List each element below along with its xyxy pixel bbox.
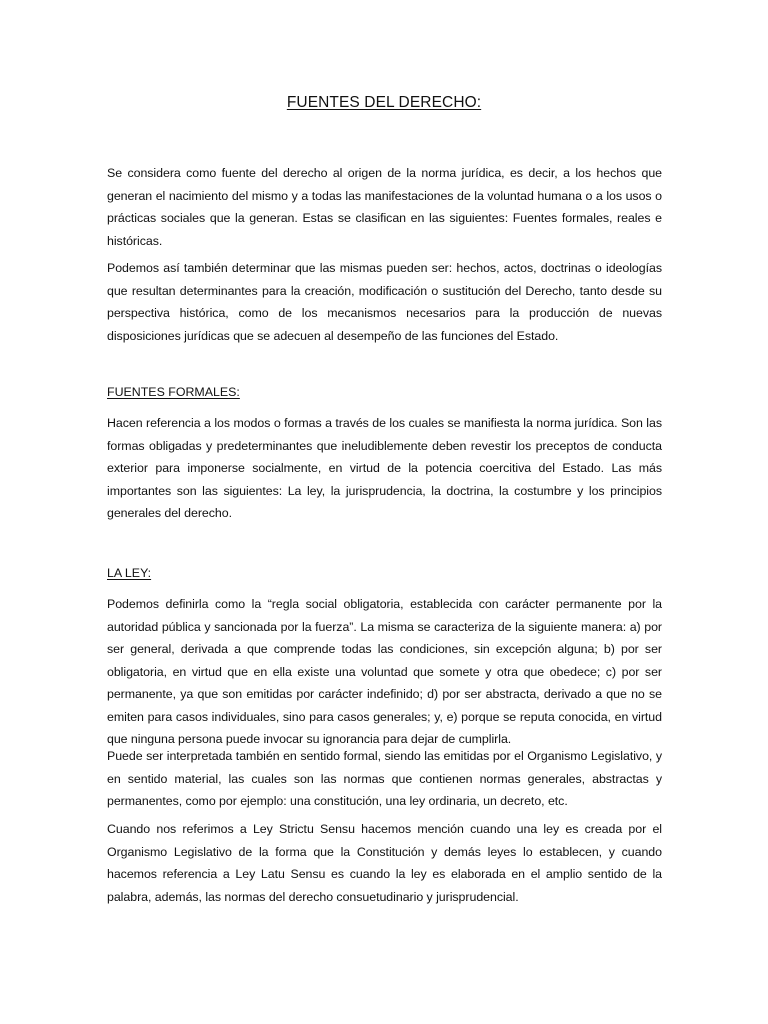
la-ley-paragraph-2: Puede ser interpretada también en sentido formal, siendo las emitidas por el Organismo Legislativo, y en sentido material, las cuales son las normas que contienen normas generales, abstractas y permanentes, como por ejemplo: una constitución, una ley ordinaria, un decreto, etc. [107,749,662,808]
la-ley-paragraph-3: Cuando nos referimos a Ley Strictu Sensu hacemos mención cuando una ley es creada por el Organismo Legislativo de la forma que la Constitución y demás leyes lo establecen, y cuando hacemos referencia a Ley Latu Sensu es cuando la ley es elaborada en el amplio sentido de la palabra, además, las normas del derecho consuetudinario y jurisprudencial. [107,822,662,904]
la-ley-paragraph-1: Podemos definirla como la “regla social obligatoria, establecida con carácter permanente por la autoridad pública y sancionada por la fuerza”. La misma se caracteriza de la siguiente manera: a) por ser general, derivada a que comprende todas las condiciones, sin excepción alguna; b) por ser obligatoria, en virtud que en ella existe una voluntad que somete y otra que obedece; c) por ser permanente, ya que son emitidas por carácter indefinido; d) por ser abstracta, derivado a que no se emiten para casos individuales, sino para casos generales; y, e) porque se reputa conocida, en virtud que ninguna persona puede invocar su ignorancia para dejar de cumplirla. [107,597,662,746]
intro-paragraph-2: Podemos así también determinar que las mismas pueden ser: hechos, actos, doctrinas o ideologías que resultan determinantes para la creación, modificación o sustitución del Derecho, tanto desde su perspectiva histórica, como de los mecanismos necesarios para la producción de nuevas disposiciones jurídicas que se adecuen al desempeño de las funciones del Estado. [107,261,662,343]
intro-paragraph-1: Se considera como fuente del derecho al origen de la norma jurídica, es decir, a los hechos que generan el nacimiento del mismo y a todas las manifestaciones de la voluntad humana o a los usos o prácticas sociales que la generan. Estas se clasifican en las siguientes: Fuentes formales, reales e históricas. [107,166,662,248]
section-heading-fuentes-formales: FUENTES FORMALES: [107,385,240,399]
document-title: FUENTES DEL DERECHO: [286,94,482,111]
fuentes-formales-paragraph: Hacen referencia a los modos o formas a través de los cuales se manifiesta la norma jurídica. Son las formas obligadas y predeterminantes que ineludiblemente deben revestir los preceptos de conducta exterior para imponerse socialmente, en virtud de la potencia coercitiva del Estado. Las más importantes son las siguientes: La ley, la jurisprudencia, la doctrina, la costumbre y los principios generales del derecho. [107,416,662,520]
section-heading-la-ley: LA LEY: [107,566,152,580]
